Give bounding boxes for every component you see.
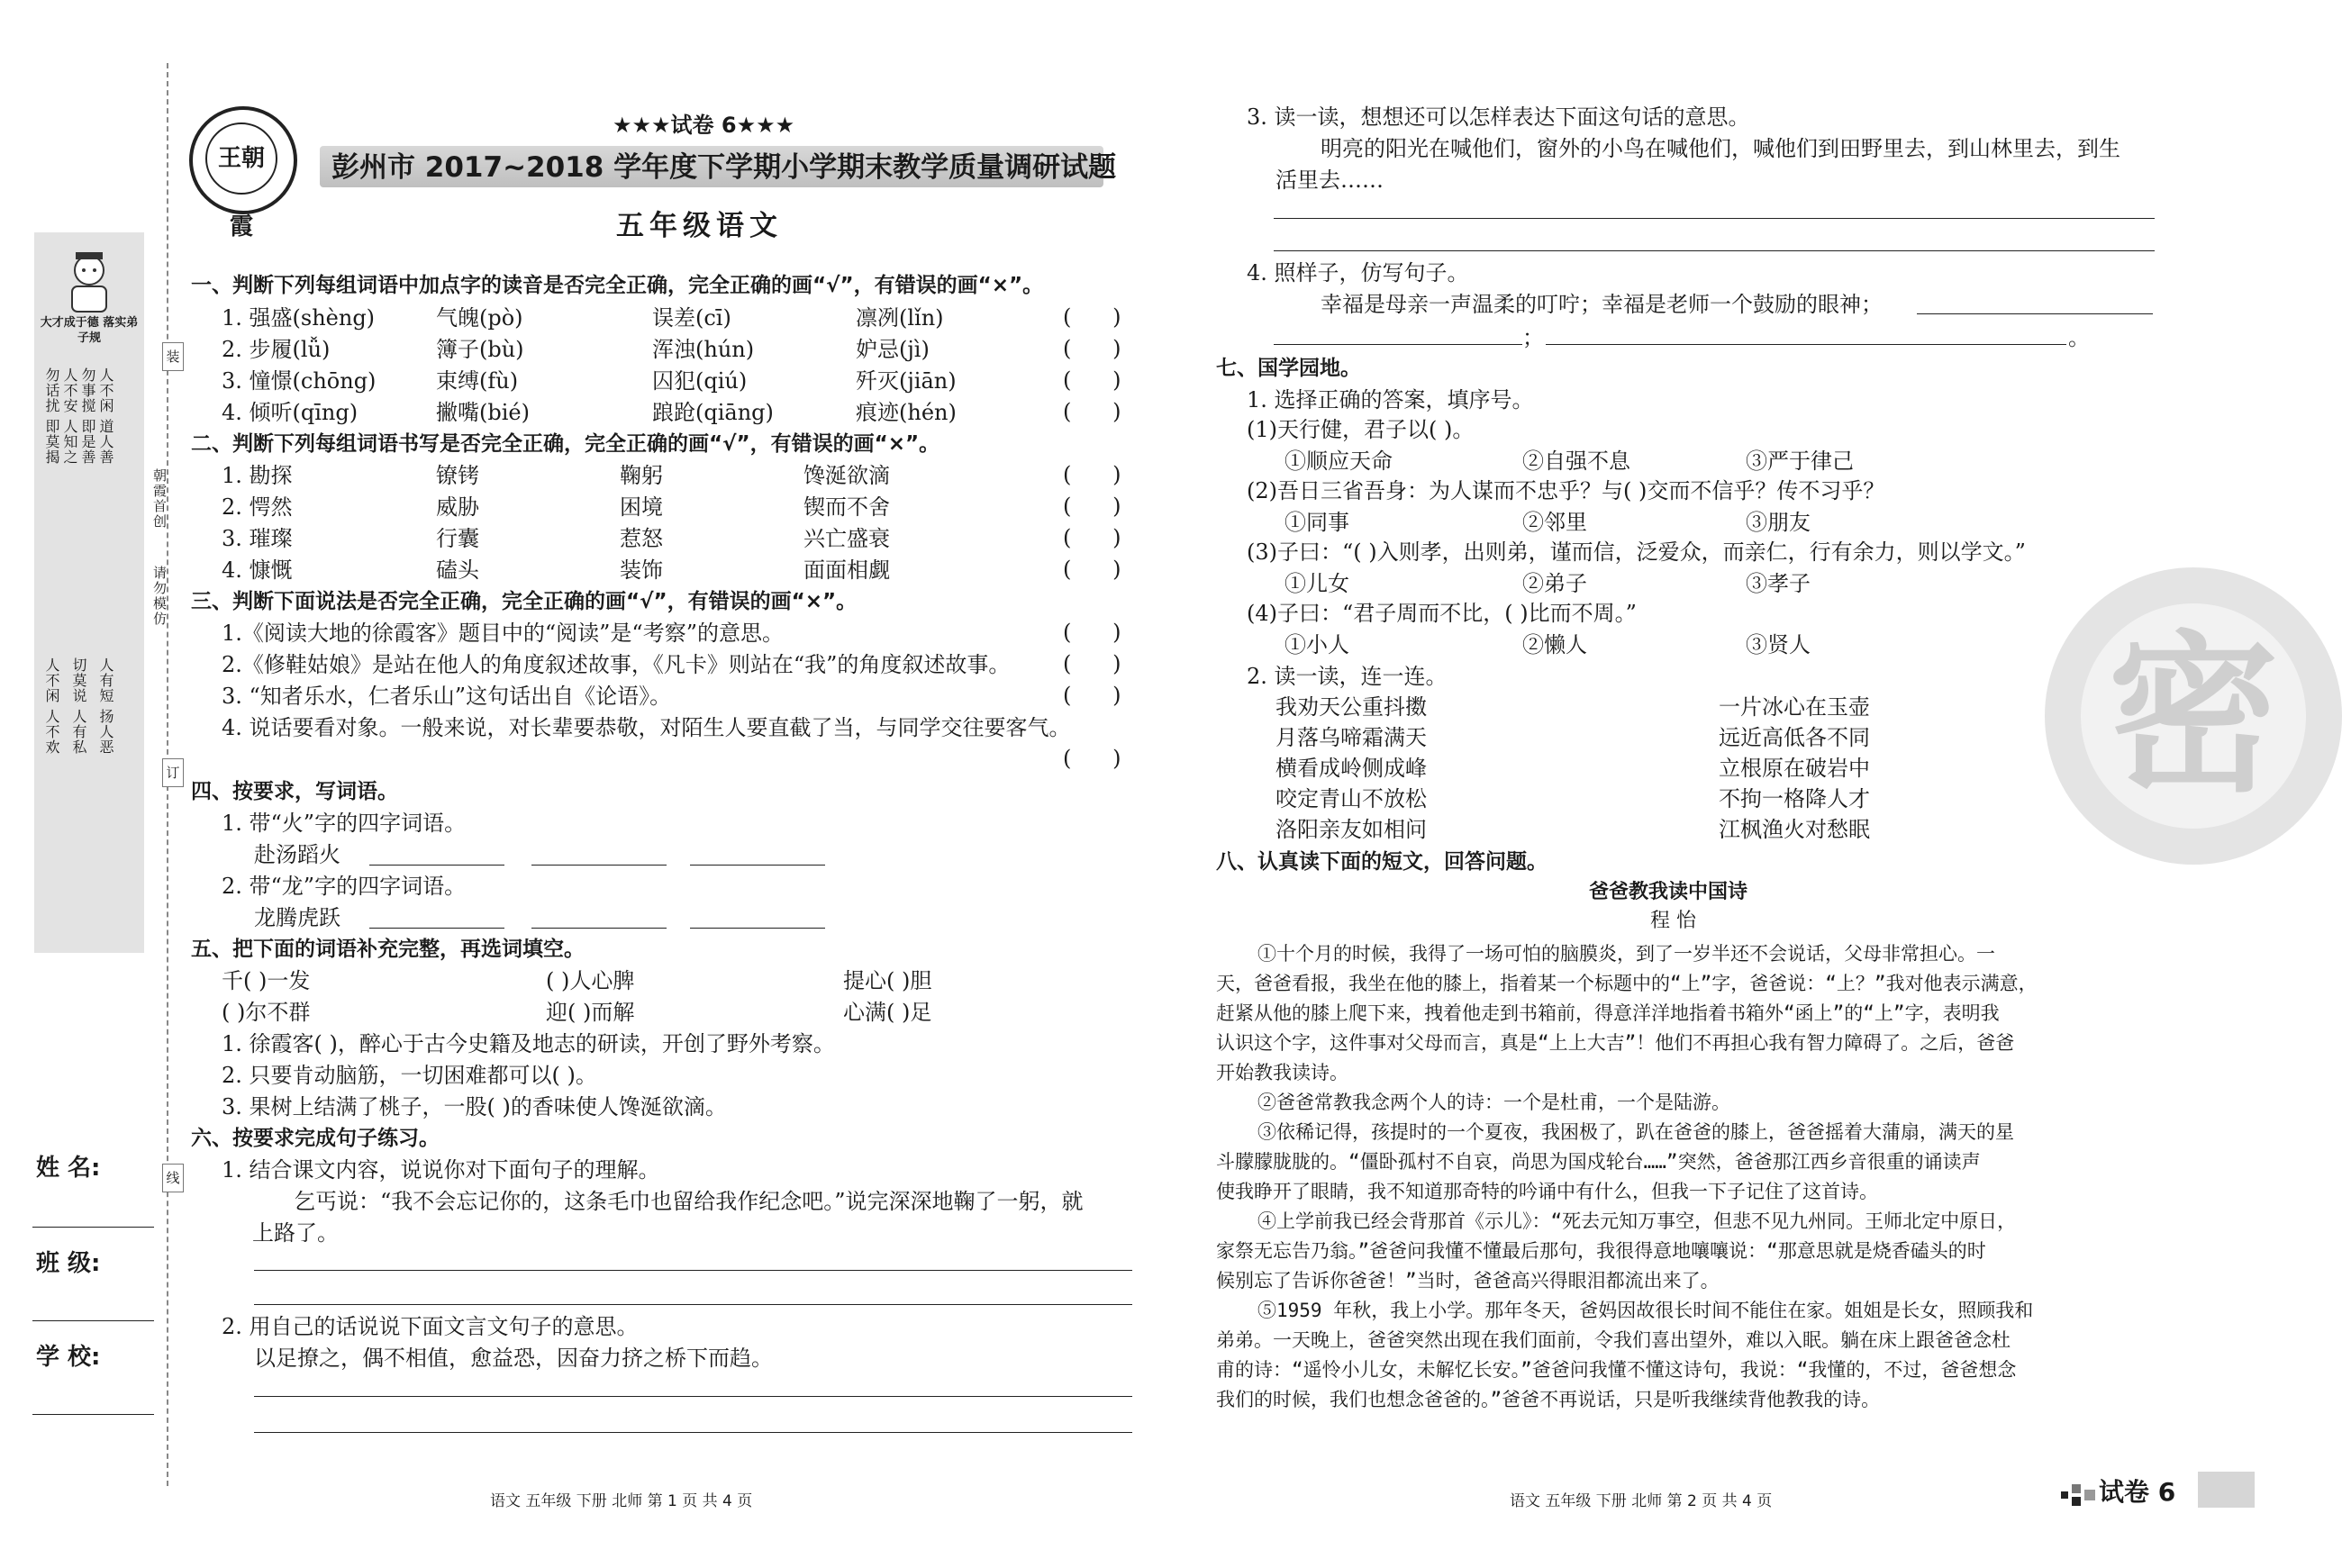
answer-paren[interactable]: ( ): [1063, 462, 1121, 487]
q6-item-3-quote-1: 明亮的阳光在喊他们，窗外的小鸟在喊他们，喊他们到田野里去，到山林里去，到生: [1321, 136, 2120, 161]
name-label: 姓 名:: [36, 1155, 101, 1182]
answer-blank[interactable]: [531, 865, 667, 866]
answer-blank[interactable]: [690, 865, 825, 866]
poem-right-2[interactable]: 远近高低各不同: [1719, 725, 1870, 750]
poem-left-4[interactable]: 咬定青山不放松: [1275, 786, 1427, 811]
answer-line[interactable]: [254, 1304, 1132, 1305]
poem-right-4[interactable]: 不拘一格降人才: [1719, 786, 1870, 811]
class-field[interactable]: [32, 1320, 154, 1321]
q5-heading: 五、把下面的词语补充完整，再选词填空。: [191, 938, 585, 961]
poem-left-1[interactable]: 我劝天公重抖擞: [1275, 694, 1427, 720]
q3-item-1: 1.《阅读大地的徐霞客》题目中的“阅读”是“考察”的意思。: [222, 621, 784, 646]
class-label: 班 级:: [36, 1250, 101, 1277]
q5-word-3[interactable]: 提心( )胆: [843, 968, 932, 993]
note-original: 朝霞首创: [151, 468, 168, 530]
reading-line-15: 甫的诗：“遥怜小儿女，未解忆长安。”爸爸问我懂不懂这诗句，我说：“我懂的，不过，爸爸想念: [1216, 1359, 2017, 1381]
reading-line-12: 候别忘了告诉你爸爸！”当时，爸爸高兴得眼泪都流出来了。: [1216, 1270, 1720, 1292]
reading-line-14: 弟弟。一天晚上，爸爸突然出现在我们面前，令我们喜出望外，难以入眠。躺在床上跟爸爸念杜: [1216, 1329, 2011, 1351]
reading-title: 爸爸教我读中国诗: [1589, 881, 1748, 903]
q5-item-1[interactable]: 1. 徐霞客( )，醉心于古今史籍及地志的研读，开创了野外考察。: [222, 1031, 835, 1056]
q5-word-5[interactable]: 迎( )而解: [546, 1000, 635, 1025]
q4-item-2-example: 龙腾虎跃: [254, 905, 340, 930]
q1-r3-c2: 束缚(fù): [436, 368, 519, 394]
name-field[interactable]: [32, 1227, 154, 1228]
answer-line[interactable]: [1274, 250, 2155, 251]
poem-right-3[interactable]: 立根原在破岩中: [1719, 756, 1870, 781]
q4-item-1-prompt: 1. 带“火”字的四字词语。: [222, 811, 467, 836]
q7-mc-4[interactable]: (4)子曰：“君子周而不比，( )比而不周。”: [1247, 601, 1637, 626]
poem-left-2[interactable]: 月落乌啼霜满天: [1275, 725, 1427, 750]
q1-r4-c1: 4. 倾听(qīng): [222, 400, 359, 425]
q1-r2-c2: 簿子(bù): [436, 337, 524, 362]
answer-paren[interactable]: ( ): [1063, 399, 1121, 424]
q3-item-3: 3. “知者乐水，仁者乐山”这句话出自《论语》。: [222, 684, 672, 709]
reading-line-6: ②爸爸常教我念两个人的诗：一个是杜甫，一个是陆游。: [1257, 1092, 1730, 1113]
q2-r4-c3: 装饰: [620, 557, 663, 583]
footer-exam-tag: 试卷 6: [2099, 1477, 2176, 1507]
reading-line-13: ⑤1959 年秋，我上小学。那年冬天，爸妈因故很长时间不能住在家。姐姐是长女，照顾我和: [1257, 1300, 2034, 1321]
q6-item-2-prompt: 2. 用自己的话说说下面文言文句子的意思。: [222, 1314, 639, 1339]
q1-heading: 一、判断下列每组词语中加点字的读音是否完全正确，完全正确的画“√”，有错误的画“×”。: [191, 274, 1044, 297]
q1-r4-c2: 撇嘴(bié): [436, 400, 530, 425]
answer-paren[interactable]: ( ): [1063, 367, 1121, 393]
q1-r1-c1: 1. 强盛(shèng): [222, 305, 376, 331]
answer-paren[interactable]: ( ): [1063, 557, 1121, 582]
sidebar-col-2: 勿事搅 即是善: [79, 367, 96, 466]
q6-item-3-quote-2: 活里去……: [1275, 168, 1384, 193]
answer-paren[interactable]: ( ): [1063, 746, 1121, 771]
q6-item-4-separator: ；: [1522, 325, 1544, 350]
q2-r3-c4: 兴亡盛衰: [803, 526, 890, 551]
decor-square: [2072, 1484, 2081, 1493]
q2-r2-c1: 2. 愕然: [222, 494, 293, 520]
answer-line[interactable]: [1274, 218, 2155, 219]
sidebar-col-4: 勿话扰 即莫揭: [43, 367, 60, 466]
brand-logo-text: 王朝霞: [205, 122, 277, 195]
answer-line[interactable]: [1546, 344, 2066, 345]
q5-word-4[interactable]: ( )尔不群: [222, 1000, 311, 1025]
q1-r2-c1: 2. 步履(lǚ): [222, 337, 331, 362]
reading-line-7: ③依稀记得，孩提时的一个夏夜，我困极了，趴在爸爸的膝上，爸爸摇着大蒲扇，满天的星: [1257, 1121, 2014, 1143]
reading-line-10: ④上学前我已经会背那首《示儿》：“死去元知万事空，但悲不见九州同。王师北定中原日，: [1257, 1210, 2017, 1232]
footer-page-1: 语文 五年级 下册 北师 第 1 页 共 4 页: [490, 1492, 753, 1510]
q2-r3-c1: 3. 璀璨: [222, 526, 293, 551]
q1-r2-c4: 妒忌(jì): [856, 337, 930, 362]
q7-mc-2-opt-1: ①同事: [1284, 510, 1349, 535]
sidebar-col-5: 人有短 扬人恶: [97, 657, 114, 756]
sidebar-col-1: 人不闲 道人善: [97, 367, 114, 466]
q1-r3-c3: 囚犯(qiú): [652, 368, 748, 394]
q2-r2-c2: 威胁: [436, 494, 479, 520]
confidential-watermark: [2045, 567, 2342, 865]
q4-item-1-example: 赴汤蹈火: [254, 842, 340, 867]
q1-r4-c3: 踉跄(qiāng): [652, 400, 774, 425]
q7-mc-3-opt-3: ③孝子: [1746, 571, 1811, 596]
q2-r1-c1: 1. 勘探: [222, 463, 293, 488]
seal-mark-3: 线: [162, 1164, 184, 1192]
q7-heading: 七、国学园地。: [1216, 357, 1361, 380]
poem-right-5[interactable]: 江枫渔火对愁眠: [1719, 817, 1870, 842]
answer-paren[interactable]: ( ): [1063, 683, 1121, 708]
q6-heading: 六、按要求完成句子练习。: [191, 1127, 440, 1150]
exam-title: 彭州市 2017~2018 学年度下学期小学期末教学质量调研试题: [331, 151, 1117, 184]
answer-line[interactable]: [1274, 344, 1522, 345]
q7-mc-2-opt-2: ②邻里: [1522, 510, 1587, 535]
q7-sub-1: 1. 选择正确的答案，填序号。: [1247, 387, 1534, 412]
q2-r4-c1: 4. 慷慨: [222, 557, 293, 583]
q3-heading: 三、判断下面说法是否完全正确，完全正确的画“√”，有错误的画“×”。: [191, 590, 858, 613]
footer-tag-band: [2198, 1472, 2255, 1508]
note-no-copy: 请勿模仿: [151, 566, 168, 627]
q5-item-3[interactable]: 3. 果树上结满了桃子，一股( )的香味使人馋涎欲滴。: [222, 1094, 727, 1119]
reading-author: 程 怡: [1650, 910, 1696, 932]
answer-blank[interactable]: [369, 865, 504, 866]
confidential-watermark-glyph: 密: [2081, 603, 2306, 829]
q6-item-3-prompt: 3. 读一读，想想还可以怎样表达下面这句话的意思。: [1247, 104, 1750, 130]
q5-word-2[interactable]: ( )人心脾: [546, 968, 635, 993]
sidebar-motto-panel: [34, 232, 144, 953]
q2-r2-c3: 困境: [620, 494, 663, 520]
footer-page-2: 语文 五年级 下册 北师 第 2 页 共 4 页: [1510, 1492, 1773, 1510]
seal-mark-2: 订: [162, 758, 184, 787]
q6-item-4-end: 。: [2068, 325, 2090, 350]
q2-r1-c3: 鞠躬: [620, 463, 663, 488]
q7-mc-3-opt-1: ①儿女: [1284, 571, 1349, 596]
q4-item-2-prompt: 2. 带“龙”字的四字词语。: [222, 874, 467, 899]
poem-right-1[interactable]: 一片冰心在玉壶: [1719, 694, 1870, 720]
q8-heading: 八、认真读下面的短文，回答问题。: [1216, 850, 1548, 874]
q6-item-4-prompt: 4. 照样子，仿写句子。: [1247, 260, 1469, 286]
q5-item-2[interactable]: 2. 只要肯动脑筋，一切困难都可以( )。: [222, 1063, 597, 1088]
q7-mc-1[interactable]: (1)天行健，君子以( )。: [1247, 417, 1475, 442]
reading-line-2: 天，爸爸看报，我坐在他的膝上，指着某一个标题中的“上”字，爸爸说：“上？”我对他表示满意，: [1216, 973, 2038, 994]
school-field[interactable]: [32, 1414, 154, 1415]
q7-mc-2-opt-3: ③朋友: [1746, 510, 1811, 535]
q1-r1-c4: 凛冽(lǐn): [856, 305, 944, 331]
answer-blank[interactable]: [690, 928, 825, 929]
reading-line-8: 斗朦朦胧胧的。“僵卧孤村不自哀，尚思为国戍轮台……”突然，爸爸那江西乡音很重的诵读声: [1216, 1151, 1981, 1173]
q2-r3-c3: 惹怒: [620, 526, 663, 551]
exam-tag: ★★★试卷 6★★★: [613, 113, 795, 138]
reading-line-16: 我们的时候，我们也想念爸爸的。”爸爸不再说话，只是听我继续背他教我的诗。: [1216, 1389, 1881, 1410]
brand-logo: [189, 106, 297, 240]
seal-mark-1: 装: [162, 342, 184, 371]
q1-r3-c1: 3. 憧憬(chōng): [222, 368, 377, 394]
q2-r1-c2: 镣铐: [436, 463, 479, 488]
q7-mc-4-opt-3: ③贤人: [1746, 632, 1811, 657]
answer-blank[interactable]: [531, 928, 667, 929]
q7-mc-1-opt-3: ③严于律己: [1746, 449, 1854, 474]
q7-sub-2: 2. 读一读，连一连。: [1247, 664, 1448, 689]
q2-heading: 二、判断下列每组词语书写是否完全正确，完全正确的画“√”，有错误的画“×”。: [191, 432, 940, 456]
q7-mc-1-opt-2: ②自强不息: [1522, 449, 1630, 474]
q3-item-2: 2.《修鞋姑娘》是站在他人的角度叙述故事，《凡卡》则站在“我”的角度叙述故事。: [222, 652, 1011, 677]
answer-line[interactable]: [254, 1396, 1132, 1397]
q7-mc-2[interactable]: (2)吾日三省吾身：为人谋而不忠乎？与( )交而不信乎？传不习乎？: [1247, 478, 1885, 503]
q6-item-2-quote: 以足撩之，偶不相值，愈益恐，因奋力挤之桥下而趋。: [254, 1346, 773, 1371]
q1-r2-c3: 浑浊(hún): [652, 337, 755, 362]
answer-paren[interactable]: ( ): [1063, 336, 1121, 361]
q4-heading: 四、按要求，写词语。: [191, 780, 398, 803]
answer-paren[interactable]: ( ): [1063, 620, 1121, 645]
answer-line[interactable]: [254, 1270, 1132, 1271]
reading-line-4: 认识这个字，这件事对父母而言，真是“上上大吉”！他们不再担心我有智力障碍了。之后，爸爸: [1216, 1032, 2015, 1054]
q2-r2-c4: 锲而不舍: [803, 494, 890, 520]
q6-item-1-quote-1: 乞丐说：“我不会忘记你的，这条毛巾也留给我作纪念吧。”说完深深地鞠了一躬，就: [294, 1189, 1084, 1214]
reading-line-3: 赶紧从他的膝上爬下来，拽着他走到书箱前，得意洋洋地指着书箱外“函上”的“上”字，表明我: [1216, 1002, 2000, 1024]
q7-mc-1-opt-1: ①顺应天命: [1284, 449, 1393, 474]
answer-paren[interactable]: ( ): [1063, 525, 1121, 550]
cartoon-scholar-icon: [59, 245, 119, 315]
q1-r1-c3: 误差(cī): [652, 305, 731, 331]
q1-r4-c4: 痕迹(hén): [856, 400, 957, 425]
q2-r3-c2: 行囊: [436, 526, 479, 551]
answer-paren[interactable]: ( ): [1063, 304, 1121, 330]
answer-line[interactable]: [1917, 313, 2153, 314]
sidebar-col-3: 人不安 人知之: [61, 367, 78, 466]
q7-mc-4-opt-1: ①小人: [1284, 632, 1349, 657]
q7-mc-4-opt-2: ②懒人: [1522, 632, 1587, 657]
reading-line-9: 使我睁开了眼睛，我不知道那奇特的吟诵中有什么，但我一下子记住了这首诗。: [1216, 1181, 1878, 1202]
sidebar-motto: 大才成于德 落实弟子规: [40, 316, 139, 345]
q6-item-1-quote-2: 上路了。: [252, 1220, 339, 1246]
poem-left-5[interactable]: 洛阳亲友如相问: [1275, 817, 1427, 842]
q3-item-4: 4. 说话要看对象。一般来说，对长辈要恭敬，对陌生人要直截了当，与同学交往要客气。: [222, 715, 1071, 740]
sidebar-col-6: 切莫说 人有私: [70, 657, 87, 756]
q2-r4-c4: 面面相觑: [803, 557, 890, 583]
q2-r1-c4: 馋涎欲滴: [803, 463, 890, 488]
q6-item-4-quote: 幸福是母亲一声温柔的叮咛；幸福是老师一个鼓励的眼神；: [1321, 292, 1883, 317]
q5-word-6[interactable]: 心满( )足: [843, 1000, 932, 1025]
q6-item-1-prompt: 1. 结合课文内容，说说你对下面句子的理解。: [222, 1157, 660, 1183]
q7-mc-3-opt-2: ②弟子: [1522, 571, 1587, 596]
school-label: 学 校:: [36, 1344, 101, 1371]
reading-line-1: ①十个月的时候，我得了一场可怕的脑膜炎，到了一岁半还不会说话，父母非常担心。一: [1257, 943, 1995, 965]
q5-word-1[interactable]: 千( )一发: [222, 968, 311, 993]
reading-line-5: 开始教我读诗。: [1216, 1062, 1348, 1083]
q2-r4-c2: 磕头: [436, 557, 479, 583]
decor-square: [2084, 1490, 2095, 1500]
q1-r1-c2: 气魄(pò): [436, 305, 523, 331]
answer-paren[interactable]: ( ): [1063, 651, 1121, 676]
sidebar-col-7: 人不闲 人不欢: [43, 657, 60, 756]
answer-paren[interactable]: ( ): [1063, 494, 1121, 519]
subject-title: 五年级语文: [616, 210, 783, 242]
reading-line-11: 家祭无忘告乃翁。”爸爸问我懂不懂最后那句，我很得意地嚷嚷说：“那意思就是烧香磕头的时: [1216, 1240, 1986, 1262]
decor-square: [2072, 1497, 2081, 1506]
answer-line[interactable]: [254, 1432, 1132, 1433]
q7-mc-3[interactable]: (3)子曰：“( )入则孝，出则弟，谨而信，泛爱众，而亲仁，行有余力，则以学文。”: [1247, 539, 2026, 565]
answer-blank[interactable]: [369, 928, 504, 929]
poem-left-3[interactable]: 横看成岭侧成峰: [1275, 756, 1427, 781]
q1-r3-c4: 歼灭(jiān): [856, 368, 957, 394]
decor-square: [2061, 1491, 2068, 1499]
